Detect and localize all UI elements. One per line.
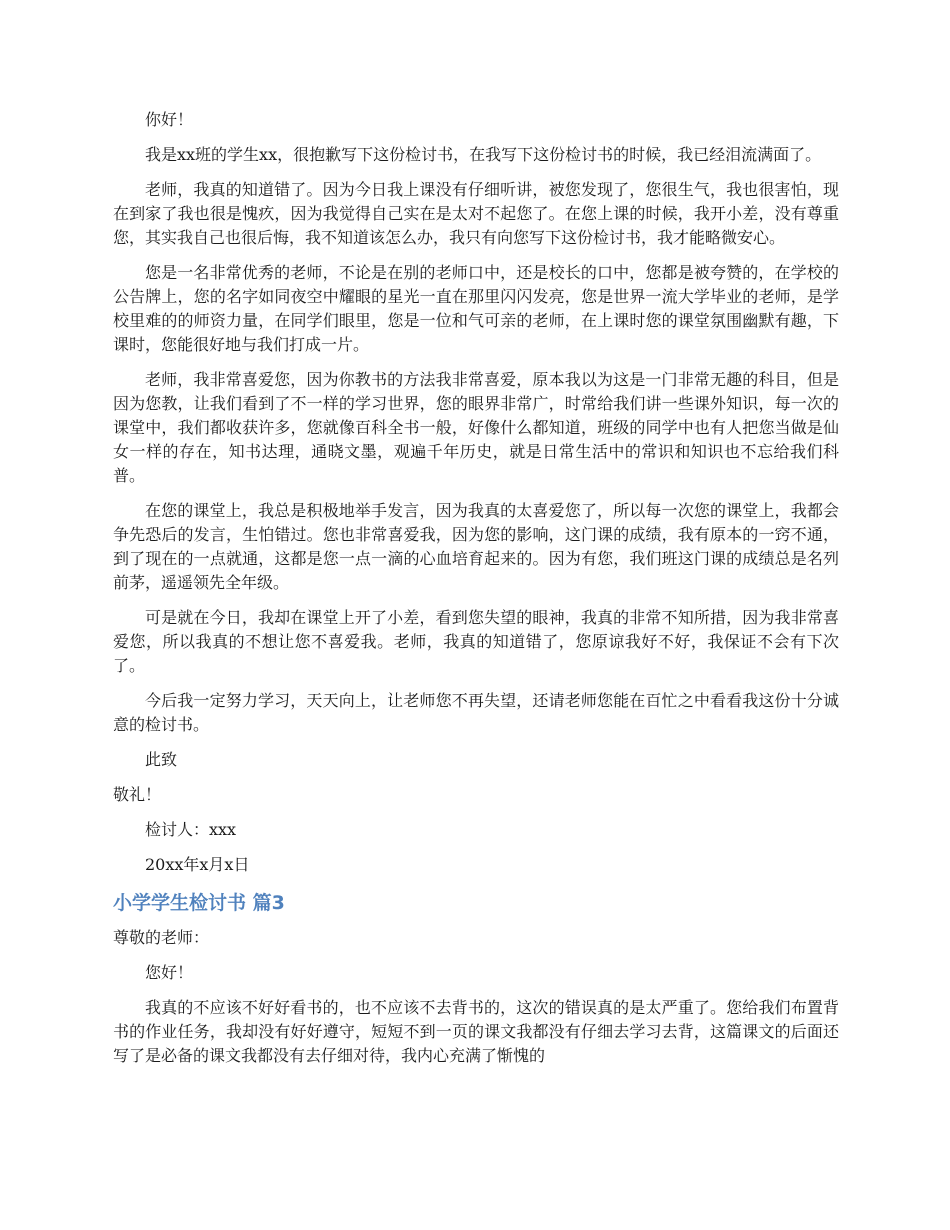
greeting: 您好！ [145,963,194,982]
document-page [113,108,839,1079]
body-paragraph: 我真的不应该不好好看书的，也不应该不去背书的，这次的错误真的是太严重了。您给我们布置背书的作业任务，我却没有好好遵守，短短不到一页的课文我都没有仔细去学习去背，这篇课文的后面还写了是必备的课文我都没有去仔细对待，我内心充满了惭愧的 [113,998,839,1065]
closing: 此致 [145,750,178,769]
body-paragraph: 我是xx班的学生xx，很抱歉写下这份检讨书，在我写下这份检讨书的时候，我已经泪流满面了。 [145,145,822,164]
greeting: 你好！ [145,110,194,129]
body-paragraph: 您是一名非常优秀的老师，不论是在别的老师口中，还是校长的口中，您都是被夸赞的，在学校的公告牌上，您的名字如同夜空中耀眼的星光一直在那里闪闪发亮，您是世界一流大学毕业的老师，是学校里难的的师资力量，在同学们眼里，您是一位和气可亲的老师，在上课时您的课堂氛围幽默有趣，下课时，您能很好地与我们打成一片。 [113,263,839,354]
salute: 敬礼！ [113,785,162,804]
body-paragraph: 在您的课堂上，我总是积极地举手发言，因为我真的太喜爱您了，所以每一次您的课堂上，我都会争先恐后的发言，生怕错过。您也非常喜爱我，因为您的影响，这门课的成绩，我有原本的一窍不通，到了现在的一点就通，这都是您一点一滴的心血培育起来的。因为有您，我们班这门课的成绩总是名列前茅，遥遥领先全年级。 [113,501,839,592]
section-heading: 小学学生检讨书 篇3 [113,892,285,914]
body-paragraph: 老师，我真的知道错了。因为今日我上课没有仔细听讲，被您发现了，您很生气，我也很害怕，现在到家了我也很是愧疚，因为我觉得自己实在是太对不起您了。在您上课的时候，我开小差，没有尊重您，其实我自己也很后悔，我不知道该怎么办，我只有向您写下这份检讨书，我才能略微安心。 [113,180,839,247]
body-paragraph: 可是就在今日，我却在课堂上开了小差，看到您失望的眼神，我真的非常不知所措，因为我非常喜爱您，所以我真的不想让您不喜爱我。老师，我真的知道错了，您原谅我好不好，我保证不会有下次了。 [113,608,839,675]
salutation: 尊敬的老师： [113,928,210,947]
body-paragraph: 老师，我非常喜爱您，因为你教书的方法我非常喜爱，原本我以为这是一门非常无趣的科目，但是因为您教，让我们看到了不一样的学习世界，您的眼界非常广，时常给我们讲一些课外知识，每一次的课堂中，我们都收获许多，您就像百科全书一般，好像什么都知道，班级的同学中也有人把您当做是仙女一样的存在，知书达理，通晓文墨，观遍千年历史，就是日常生活中的常识和知识也不忘给我们科普。 [113,370,839,485]
signer: 检讨人：xxx [145,820,237,839]
date: 20xx年x月x日 [145,855,250,874]
body-paragraph: 今后我一定努力学习，天天向上，让老师您不再失望，还请老师您能在百忙之中看看我这份十分诚意的检讨书。 [113,691,839,734]
